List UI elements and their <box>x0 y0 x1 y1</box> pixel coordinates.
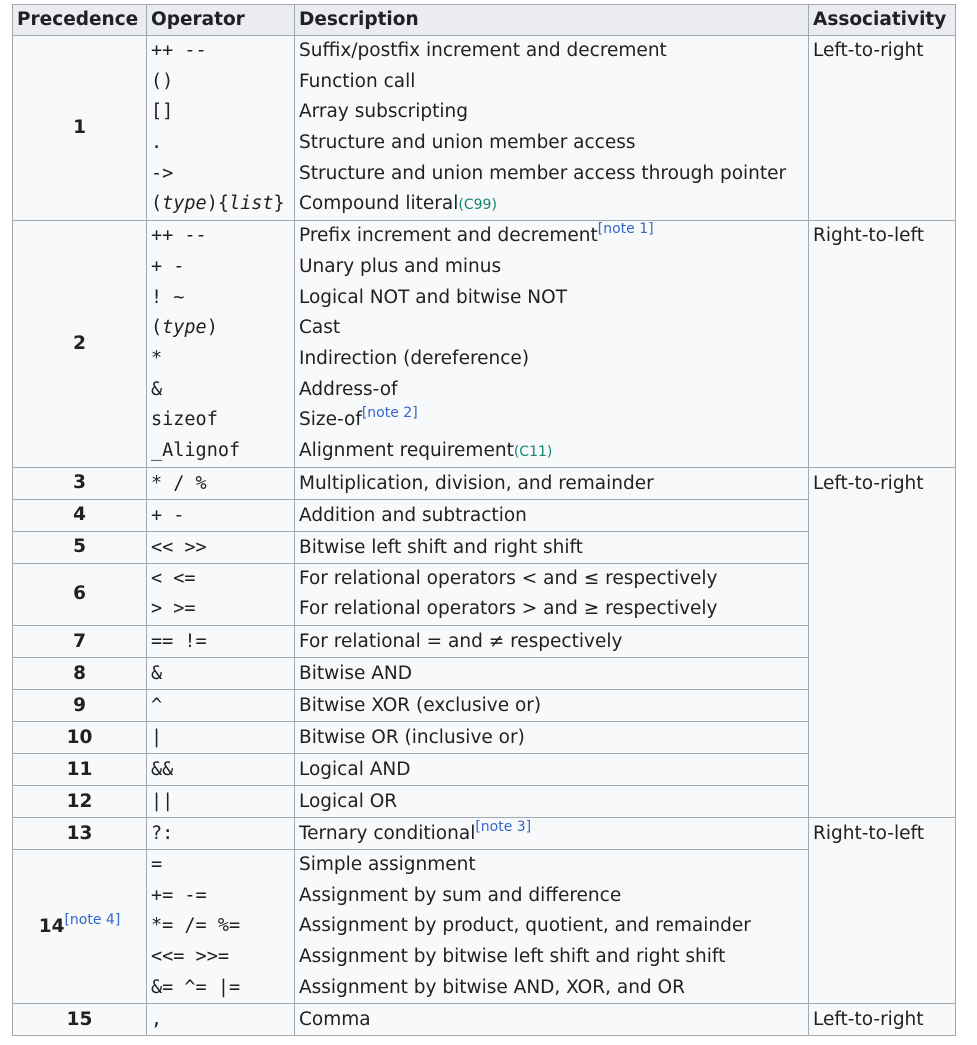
description-text: For relational operators < and ≤ respectively <box>299 567 718 589</box>
operator-symbol: , <box>151 1009 163 1031</box>
precedence-cell <box>13 531 147 563</box>
table-row <box>13 221 956 468</box>
operator-placeholder: type <box>162 317 207 339</box>
description-line <box>299 626 804 657</box>
operator-cell <box>147 818 295 850</box>
description-text: Bitwise OR (inclusive or) <box>299 727 525 748</box>
operator-cell <box>147 563 295 625</box>
description-cell <box>295 850 809 1004</box>
precedence-cell <box>13 850 147 1004</box>
description-line <box>299 1004 804 1035</box>
precedence-value: 7 <box>73 630 86 652</box>
description-cell <box>295 1004 809 1036</box>
operator-cell <box>147 690 295 722</box>
description-text: Structure and union member access <box>299 132 636 154</box>
associativity-cell <box>809 1004 956 1036</box>
description-text: Suffix/postfix increment and decrement <box>299 40 667 61</box>
description-text: Compound literal <box>299 193 459 215</box>
precedence-value: 11 <box>66 758 93 780</box>
description-line <box>299 97 804 128</box>
description-text: Address-of <box>299 378 398 400</box>
description-text: Bitwise XOR (exclusive or) <box>299 695 542 716</box>
table-row <box>13 818 956 850</box>
operator-symbol: && <box>151 759 174 780</box>
description-text: Ternary conditional <box>299 823 476 844</box>
description-line <box>299 468 804 499</box>
description-line <box>299 911 804 942</box>
description-line <box>299 128 804 159</box>
precedence-cell <box>13 221 147 468</box>
precedence-value: 9 <box>73 694 86 716</box>
table-body <box>13 36 956 1036</box>
operator-cell <box>147 1004 295 1036</box>
description-text: Logical AND <box>299 759 411 780</box>
description-line <box>299 564 804 595</box>
description-cell <box>295 786 809 818</box>
description-line <box>299 436 804 467</box>
operator-symbol: += -= <box>151 884 207 906</box>
description-text: Structure and union member access through pointer <box>299 162 787 184</box>
operator-symbol <box>151 313 290 344</box>
operator-cell <box>147 658 295 690</box>
header-operator: Operator <box>147 5 295 36</box>
description-cell <box>295 722 809 754</box>
operator-cell <box>147 221 295 468</box>
description-line <box>299 594 804 625</box>
operator-symbol: < <= <box>151 567 196 589</box>
description-line <box>299 818 804 849</box>
precedence-value: 4 <box>73 504 86 526</box>
operator-cell <box>147 722 295 754</box>
precedence-cell <box>13 690 147 722</box>
description-text: Array subscripting <box>299 101 468 123</box>
operator-symbol: = <box>151 854 163 875</box>
description-text: Simple assignment <box>299 854 476 875</box>
description-line <box>299 722 804 753</box>
operator-cell <box>147 754 295 786</box>
operator-placeholder: type <box>162 193 207 215</box>
description-text: Assignment by bitwise left shift and right shift <box>299 946 726 968</box>
precedence-value: 13 <box>66 822 93 844</box>
operator-precedence-table <box>12 4 956 1036</box>
description-text: Indirection (dereference) <box>299 347 530 369</box>
description-line <box>299 942 804 973</box>
precedence-value: 14 <box>38 915 65 937</box>
precedence-value: 1 <box>73 117 86 139</box>
note-link[interactable]: [note 1] <box>597 221 654 238</box>
description-cell <box>295 818 809 850</box>
description-cell <box>295 563 809 625</box>
operator-cell <box>147 531 295 563</box>
associativity-cell <box>809 467 956 817</box>
operator-symbol: * <box>151 347 163 369</box>
description-line <box>299 221 804 252</box>
description-line <box>299 283 804 314</box>
operator-cell <box>147 499 295 531</box>
header-associativity: Associativity <box>809 5 956 36</box>
associativity-cell <box>809 36 956 221</box>
precedence-cell <box>13 499 147 531</box>
operator-cell <box>147 626 295 658</box>
description-text: For relational operators > and ≥ respectively <box>299 598 718 620</box>
operator-symbol: & <box>151 663 163 684</box>
operator-symbol: ?: <box>151 823 174 844</box>
note-link[interactable]: [note 2] <box>361 405 418 422</box>
description-text: Size-of <box>299 409 362 431</box>
header-description: Description <box>295 5 809 36</box>
operator-symbol: . <box>151 132 163 154</box>
precedence-cell <box>13 36 147 221</box>
description-cell <box>295 36 809 221</box>
operator-symbol: sizeof <box>151 409 218 431</box>
description-text: Multiplication, division, and remainder <box>299 472 654 494</box>
operator-punct: ( <box>151 317 163 339</box>
description-text: Prefix increment and decrement <box>299 225 598 247</box>
description-text: Assignment by bitwise AND, XOR, and OR <box>299 976 685 998</box>
description-line <box>299 500 804 531</box>
precedence-value: 2 <box>73 332 86 354</box>
operator-symbol: * / % <box>151 472 207 494</box>
associativity-value: Left-to-right <box>813 472 924 494</box>
description-line <box>299 532 804 563</box>
precedence-cell <box>13 626 147 658</box>
associativity-cell <box>809 818 956 1004</box>
description-cell <box>295 754 809 786</box>
operator-symbol: ++ -- <box>151 225 207 247</box>
associativity-value: Right-to-left <box>813 225 924 247</box>
description-text: Assignment by sum and difference <box>299 884 622 906</box>
operator-symbol: <<= >>= <box>151 946 229 968</box>
operator-symbol: () <box>151 70 174 92</box>
description-line <box>299 973 804 1004</box>
operator-symbol: | <box>151 727 163 748</box>
description-cell <box>295 221 809 468</box>
operator-cell <box>147 850 295 1004</box>
description-cell <box>295 467 809 499</box>
description-text: Function call <box>299 70 416 92</box>
operator-symbol: _Alignof <box>151 439 241 461</box>
associativity-value: Left-to-right <box>813 1009 924 1031</box>
precedence-cell <box>13 658 147 690</box>
associativity-value: Left-to-right <box>813 40 924 61</box>
description-line <box>299 159 804 190</box>
operator-cell <box>147 467 295 499</box>
operator-punct: ){ <box>206 193 229 215</box>
description-line <box>299 189 804 220</box>
description-text: Unary plus and minus <box>299 255 502 277</box>
note-link[interactable]: [note 4] <box>64 911 121 928</box>
description-line <box>299 881 804 912</box>
operator-symbol: << >> <box>151 536 207 558</box>
description-cell <box>295 499 809 531</box>
precedence-cell <box>13 467 147 499</box>
operator-symbol: -> <box>151 162 174 184</box>
description-text: Logical OR <box>299 791 398 812</box>
description-text: Cast <box>299 317 341 339</box>
description-line <box>299 405 804 436</box>
operator-symbol: ! ~ <box>151 286 185 308</box>
description-text: Bitwise left shift and right shift <box>299 536 583 558</box>
standard-tag: (C99) <box>458 197 497 214</box>
table-row <box>13 467 956 499</box>
description-line <box>299 690 804 721</box>
table-row <box>13 36 956 221</box>
description-text: Assignment by product, quotient, and remainder <box>299 915 751 937</box>
description-text: Logical NOT and bitwise NOT <box>299 286 567 308</box>
precedence-value: 5 <box>73 536 86 558</box>
description-text: Alignment requirement <box>299 439 514 461</box>
table-row <box>13 1004 956 1036</box>
description-line <box>299 252 804 283</box>
header-row <box>13 5 956 36</box>
description-line <box>299 850 804 881</box>
header-precedence: Precedence <box>13 5 147 36</box>
operator-symbol: || <box>151 791 174 812</box>
description-cell <box>295 658 809 690</box>
operator-symbol: ^ <box>151 695 163 716</box>
precedence-value: 15 <box>66 1008 93 1030</box>
precedence-value: 12 <box>66 790 93 812</box>
description-cell <box>295 626 809 658</box>
associativity-cell <box>809 221 956 468</box>
description-text: Addition and subtraction <box>299 504 527 526</box>
operator-cell <box>147 36 295 221</box>
precedence-value: 8 <box>73 662 86 684</box>
operator-placeholder: list <box>228 193 274 215</box>
operator-symbol: + - <box>151 255 185 277</box>
standard-tag: (C11) <box>513 443 553 460</box>
operator-symbol <box>151 189 290 220</box>
associativity-value: Right-to-left <box>813 823 924 844</box>
operator-symbol: &= ^= |= <box>151 976 241 998</box>
description-text: Comma <box>299 1009 371 1031</box>
description-line <box>299 36 804 67</box>
precedence-value: 3 <box>73 472 86 494</box>
description-text: Bitwise AND <box>299 663 412 684</box>
description-line <box>299 344 804 375</box>
operator-symbol: > >= <box>151 598 196 620</box>
operator-cell <box>147 786 295 818</box>
description-cell <box>295 531 809 563</box>
operator-punct: ( <box>151 193 163 215</box>
description-line <box>299 67 804 98</box>
description-text: For relational = and ≠ respectively <box>299 631 623 652</box>
description-line <box>299 658 804 689</box>
operator-symbol: [] <box>151 101 174 123</box>
operator-punct: ) <box>206 317 218 339</box>
description-line <box>299 375 804 406</box>
description-cell <box>295 690 809 722</box>
description-line <box>299 786 804 817</box>
operator-symbol: ++ -- <box>151 40 207 61</box>
operator-punct: } <box>273 193 285 215</box>
operator-symbol: *= /= %= <box>151 915 241 937</box>
precedence-cell <box>13 754 147 786</box>
note-link[interactable]: [note 3] <box>475 819 532 835</box>
operator-symbol: + - <box>151 504 185 526</box>
precedence-cell <box>13 786 147 818</box>
precedence-value: 6 <box>73 583 86 605</box>
precedence-cell <box>13 818 147 850</box>
operator-symbol: & <box>151 378 163 400</box>
precedence-cell <box>13 722 147 754</box>
operator-symbol: == != <box>151 631 207 652</box>
precedence-cell <box>13 1004 147 1036</box>
precedence-cell <box>13 563 147 625</box>
description-line <box>299 754 804 785</box>
description-line <box>299 313 804 344</box>
precedence-value: 10 <box>66 726 93 748</box>
